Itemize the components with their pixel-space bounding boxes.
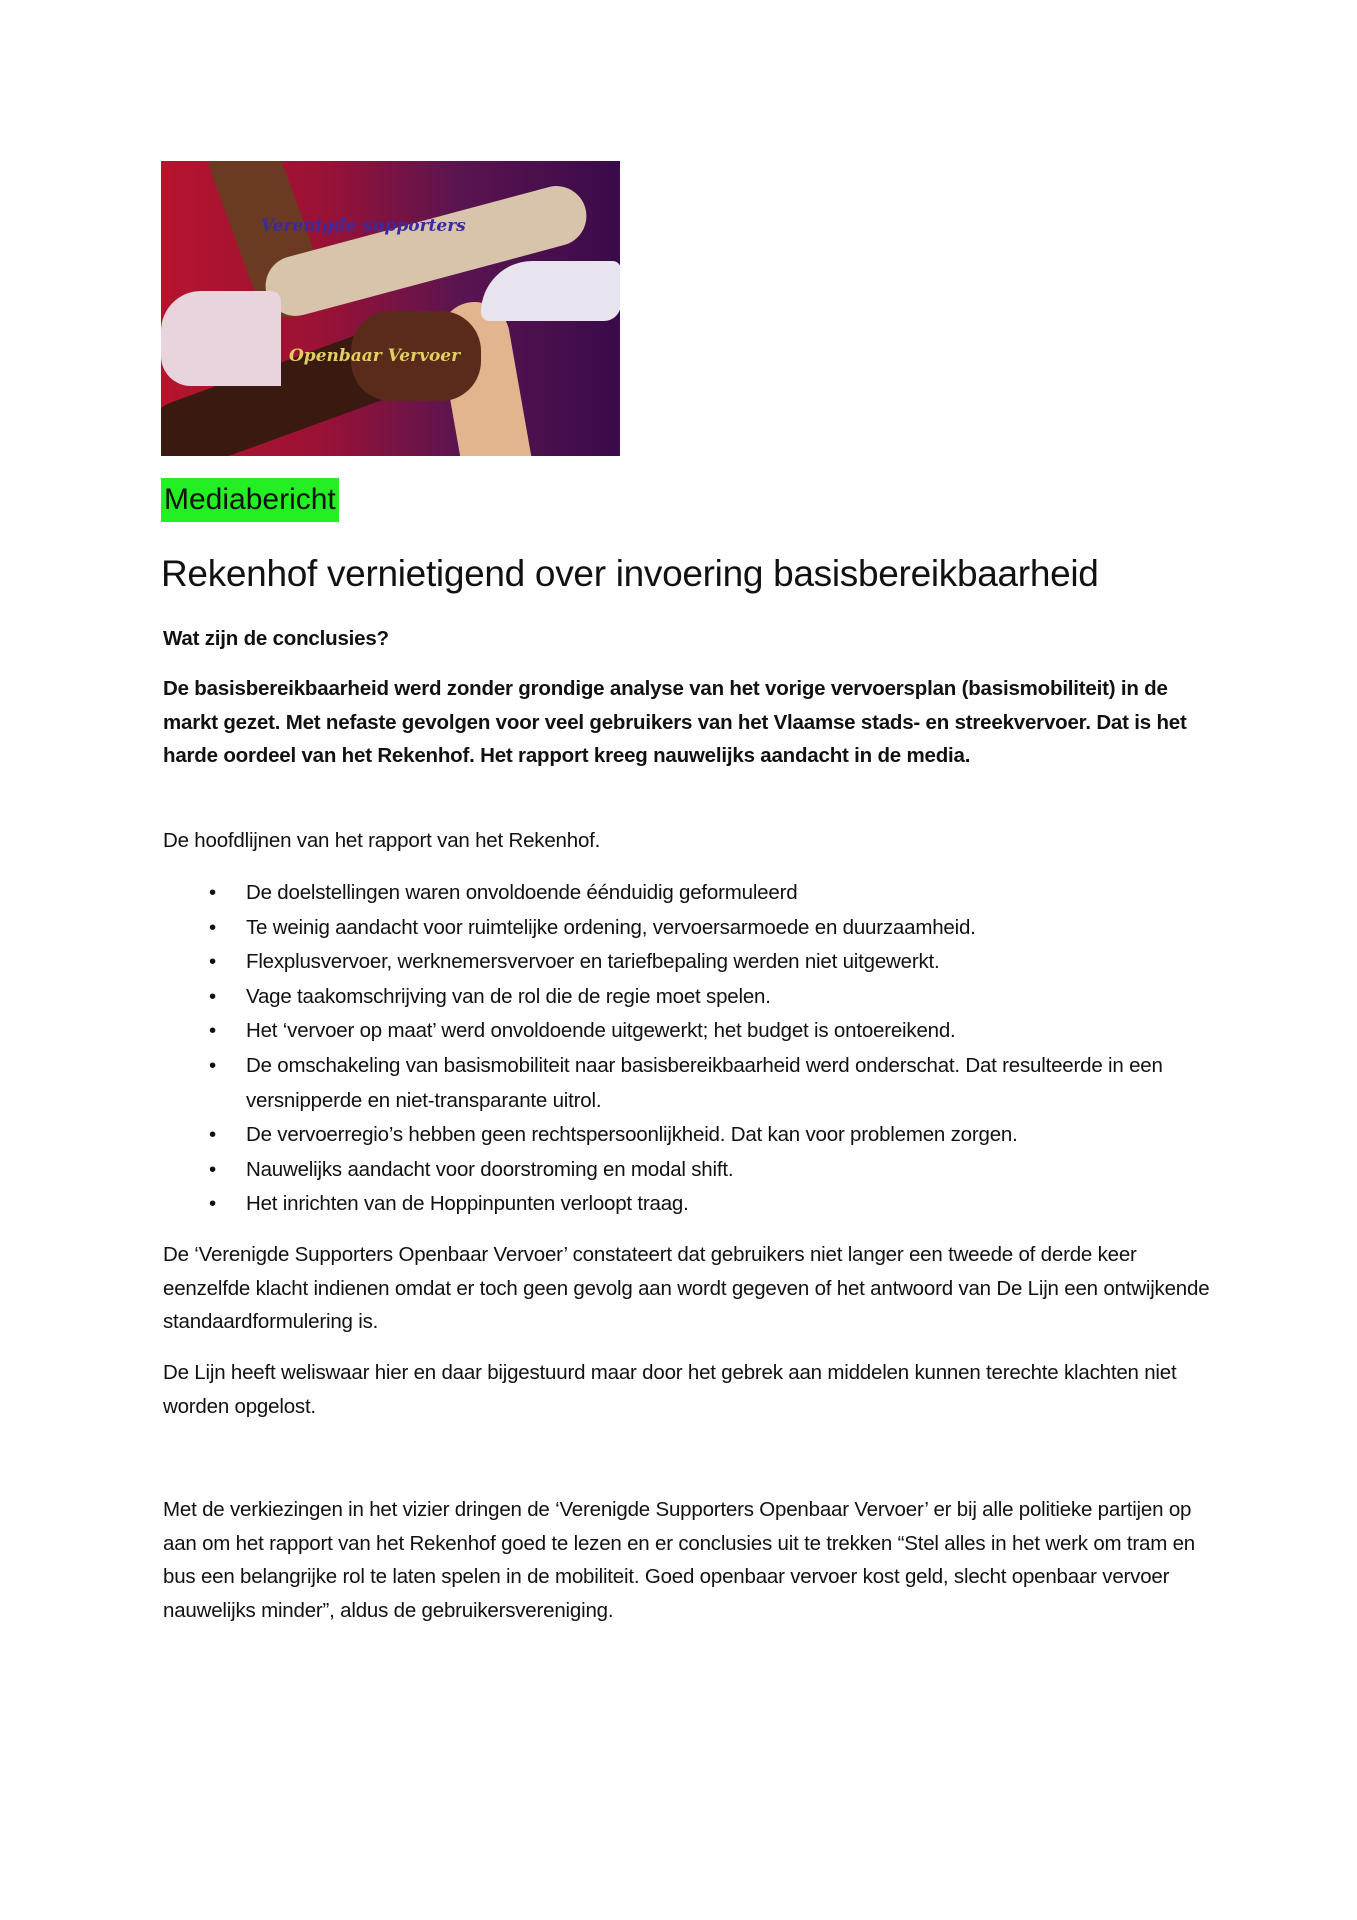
logo-text-bottom: Openbaar Vervoer — [289, 346, 461, 366]
list-item — [163, 980, 1223, 1015]
bullet-icon: • — [209, 950, 216, 974]
list-item — [163, 1014, 1223, 1049]
list-item-text: De omschakeling van basismobiliteit naar basisbereikbaarheid werd onderschat. Dat resulteerde in een versnipperde en niet-transparante uitrol. — [246, 1053, 1163, 1112]
list-item-text: Te weinig aandacht voor ruimtelijke ordening, vervoersarmoede en duurzaamheid. — [246, 915, 976, 939]
bullet-icon: • — [209, 1192, 216, 1216]
list-item — [163, 1118, 1223, 1153]
conclusions-list — [163, 876, 1223, 1222]
list-item-text: Flexplusvervoer, werknemersvervoer en tariefbepaling werden niet uitgewerkt. — [246, 950, 940, 974]
train-icon — [481, 261, 620, 321]
intro-paragraph: De hoofdlijnen van het rapport van het Rekenhof. — [163, 829, 601, 852]
list-item — [163, 1049, 1223, 1118]
logo-image — [161, 161, 620, 456]
bullet-icon: • — [209, 1053, 216, 1077]
list-item — [163, 1153, 1223, 1188]
list-item-text: Het inrichten van de Hoppinpunten verloopt traag. — [246, 1192, 689, 1216]
tram-icon — [161, 291, 281, 386]
list-item-text: De doelstellingen waren onvoldoende éénduidig geformuleerd — [246, 881, 798, 904]
list-item — [163, 945, 1223, 980]
bullet-icon: • — [209, 1123, 216, 1147]
bullet-icon: • — [209, 915, 216, 939]
bullet-icon: • — [209, 984, 216, 1008]
lead-paragraph: De basisbereikbaarheid werd zonder grondige analyse van het vorige vervoersplan (basismobiliteit) in de markt gezet. Met nefaste gevolgen voor veel gebruikers van het Vlaamse stads- en streekvervoer. Dat is het harde oordeel van het Rekenhof. Het rapport kreeg nauwelijks aandacht in de media. — [163, 677, 1187, 767]
bullet-icon: • — [209, 1157, 216, 1181]
list-item-text: Nauwelijks aandacht voor doorstroming en modal shift. — [246, 1157, 734, 1181]
list-item-text: De vervoerregio’s hebben geen rechtspersoonlijkheid. Dat kan voor problemen zorgen. — [246, 1123, 1018, 1147]
list-item-text: Het ‘vervoer op maat’ werd onvoldoende uitgewerkt; het budget is ontoereikend. — [246, 1019, 956, 1043]
list-item — [163, 876, 1223, 911]
page-title: Rekenhof vernietigend over invoering basisbereikbaarheid — [161, 553, 1099, 594]
logo-text-top: Verenigde supporters — [261, 216, 466, 236]
list-item — [163, 1187, 1223, 1222]
bullet-icon: • — [209, 1019, 216, 1043]
bullet-icon: • — [209, 881, 216, 904]
list-item-text: Vage taakomschrijving van de rol die de regie moet spelen. — [246, 984, 771, 1008]
media-tag: Mediabericht — [161, 478, 339, 522]
list-item — [163, 911, 1223, 946]
paragraph-elections: Met de verkiezingen in het vizier dringen de ‘Verenigde Supporters Openbaar Vervoer’ er bij alle politieke partijen op aan om het rapport van het Rekenhof goed te lezen en er conclusies uit te trekken “Stel alles in het werk om tram en bus een belangrijke rol te laten spelen in de mobiliteit. Goed openbaar vervoer kost geld, slecht openbaar vervoer nauwelijks minder”, aldus de gebruikersvereniging. — [163, 1498, 1195, 1622]
paragraph-de-lijn: De Lijn heeft weliswaar hier en daar bijgestuurd maar door het gebrek aan middelen kunnen terechte klachten niet worden opgelost. — [163, 1361, 1177, 1418]
paragraph-complaints: De ‘Verenigde Supporters Openbaar Vervoer’ constateert dat gebruikers niet langer een tweede of derde keer eenzelfde klacht indienen omdat er toch geen gevolg aan wordt gegeven of het antwoord van De Lijn een ontwijkende standaardformulering is. — [163, 1243, 1210, 1333]
subtitle: Wat zijn de conclusies? — [163, 627, 389, 650]
